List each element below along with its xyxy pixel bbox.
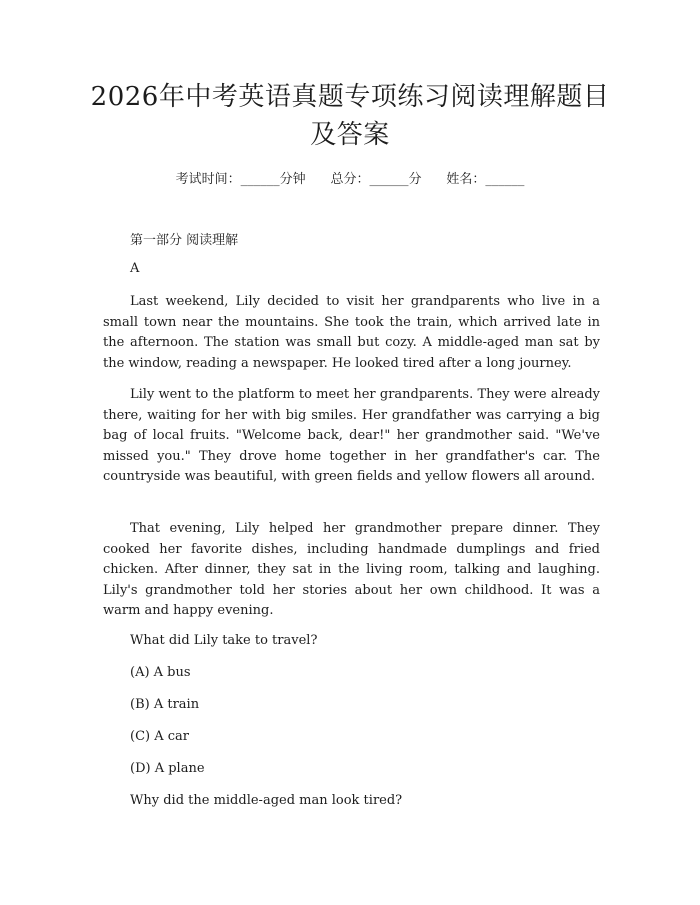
title-line-2: 及答案 xyxy=(310,120,390,150)
passage-paragraph: Last weekend, Lily decided to visit her grandparents who live in a small town near the mountains. She took the train, which arrived late in the afternoon. The station was small but cozy. A middle-aged man sat by the window, reading a newspaper. He looked tired after a long journey. xyxy=(103,294,600,371)
question-1-text: What did Lily take to travel? xyxy=(130,633,318,648)
passage-letter: A xyxy=(130,261,140,276)
question-1-option-d: (D) A plane xyxy=(130,761,205,776)
time-blank: ______ xyxy=(240,172,280,187)
question-1-option-b: (B) A train xyxy=(130,697,200,712)
title-line-1: 2026年中考英语真题专项练习阅读理解题目 xyxy=(90,82,610,112)
time-label: 考试时间： xyxy=(175,172,241,187)
time-unit: 分钟 xyxy=(279,172,306,187)
name-blank: ______ xyxy=(485,172,525,187)
question-1-option-a: (A) A bus xyxy=(130,665,191,680)
score-blank: ______ xyxy=(369,172,409,187)
score-label: 总分： xyxy=(330,172,370,187)
score-unit: 分 xyxy=(408,172,422,187)
passage-paragraph: Lily went to the platform to meet her grandparents. They were already there, waiting for her with big smiles. Her grandfather was carrying a big bag of local fruits. "Welcome back, dear!" her grandmother said. "We've missed you." They drove home together in her grandfather's car. The countryside was beautiful, with green fields and yellow flowers all around. xyxy=(103,387,600,485)
question-2-text: Why did the middle-aged man look tired? xyxy=(130,793,403,808)
page-title xyxy=(90,78,610,154)
exam-info-line xyxy=(0,168,700,187)
question-1-option-c: (C) A car xyxy=(130,729,189,744)
passage-paragraph: That evening, Lily helped her grandmother prepare dinner. They cooked her favorite dishes, including handmade dumplings and fried chicken. After dinner, they sat in the living room, talking and laughing. Lily's grandmother told her stories about her own childhood. It was a warm and happy evening. xyxy=(103,521,600,619)
name-label: 姓名： xyxy=(446,172,486,187)
section-heading: 第一部分 阅读理解 xyxy=(130,233,239,248)
